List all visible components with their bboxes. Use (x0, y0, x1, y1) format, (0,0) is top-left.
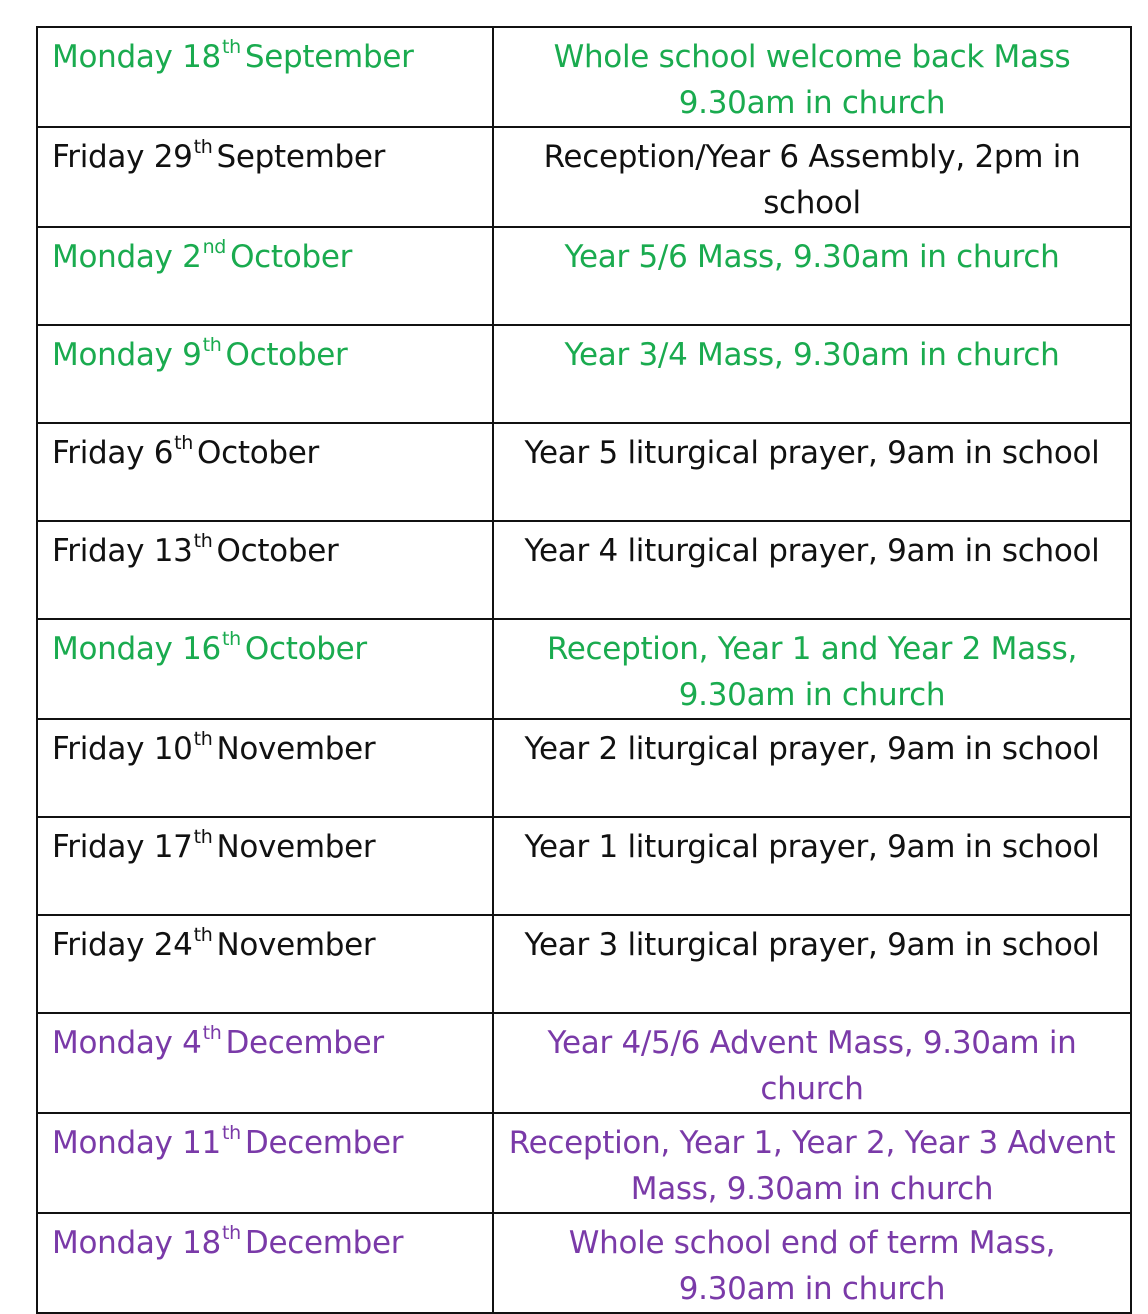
event-text: Reception, Year 1 and Year 2 Mass, 9.30am in church (546, 631, 1078, 713)
table-row (37, 325, 1131, 423)
table-row (37, 521, 1131, 619)
event-text: Year 3 liturgical prayer, 9am in school (524, 927, 1100, 963)
event-text: Year 5/6 Mass, 9.30am in church (564, 239, 1060, 275)
date-day: Friday 24 (52, 927, 193, 963)
date-month: November (216, 927, 376, 963)
date-ordinal-suffix: nd (202, 236, 227, 258)
date-ordinal-suffix: th (193, 826, 213, 848)
events-table (36, 26, 1132, 1314)
event-cell (493, 27, 1131, 127)
date-ordinal-suffix: th (174, 432, 194, 454)
event-cell (493, 1213, 1131, 1313)
event-text: Whole school end of term Mass, 9.30am in church (568, 1225, 1056, 1307)
date-day: Friday 17 (52, 829, 193, 865)
event-cell (493, 619, 1131, 719)
date-month: November (216, 731, 376, 767)
date-month: November (216, 829, 376, 865)
date-day: Friday 29 (52, 139, 193, 175)
date-month: October (225, 337, 348, 373)
date-ordinal-suffix: th (221, 628, 241, 650)
date-cell (37, 325, 493, 423)
event-cell (493, 915, 1131, 1013)
date-month: October (216, 533, 339, 569)
date-ordinal-suffix: th (202, 1022, 222, 1044)
event-text: Year 4 liturgical prayer, 9am in school (524, 533, 1100, 569)
date-day: Monday 4 (52, 1025, 202, 1061)
date-month: December (225, 1025, 384, 1061)
event-cell (493, 1013, 1131, 1113)
table-row (37, 719, 1131, 817)
table-row (37, 1213, 1131, 1313)
date-cell (37, 915, 493, 1013)
date-cell (37, 1013, 493, 1113)
table-row (37, 1113, 1131, 1213)
date-ordinal-suffix: th (193, 136, 213, 158)
event-cell (493, 227, 1131, 325)
table-row (37, 423, 1131, 521)
table-row (37, 619, 1131, 719)
date-cell (37, 719, 493, 817)
date-ordinal-suffix: th (221, 1222, 241, 1244)
date-day: Monday 16 (52, 631, 221, 667)
event-cell (493, 719, 1131, 817)
date-cell (37, 127, 493, 227)
event-cell (493, 325, 1131, 423)
event-text: Year 3/4 Mass, 9.30am in church (564, 337, 1060, 373)
date-cell (37, 423, 493, 521)
date-day: Monday 18 (52, 39, 221, 75)
date-cell (37, 1213, 493, 1313)
date-cell (37, 227, 493, 325)
date-cell (37, 817, 493, 915)
event-text: Year 2 liturgical prayer, 9am in school (524, 731, 1100, 767)
date-month: October (197, 435, 320, 471)
event-cell (493, 127, 1131, 227)
date-ordinal-suffix: th (202, 334, 222, 356)
event-text: Reception/Year 6 Assembly, 2pm in school (543, 139, 1081, 221)
date-day: Monday 11 (52, 1125, 221, 1161)
date-cell (37, 521, 493, 619)
table-row (37, 1013, 1131, 1113)
date-day: Friday 6 (52, 435, 174, 471)
date-cell (37, 1113, 493, 1213)
date-day: Friday 10 (52, 731, 193, 767)
event-cell (493, 817, 1131, 915)
date-month: December (244, 1225, 404, 1261)
table-row (37, 27, 1131, 127)
date-ordinal-suffix: th (193, 728, 213, 750)
event-cell (493, 1113, 1131, 1213)
event-cell (493, 423, 1131, 521)
event-text: Reception, Year 1, Year 2, Year 3 Advent Mass, 9.30am in church (508, 1125, 1116, 1207)
date-cell (37, 27, 493, 127)
date-ordinal-suffix: th (193, 924, 213, 946)
events-table-body (37, 27, 1131, 1313)
date-day: Friday 13 (52, 533, 193, 569)
table-row (37, 817, 1131, 915)
date-ordinal-suffix: th (221, 36, 241, 58)
event-text: Year 5 liturgical prayer, 9am in school (524, 435, 1100, 471)
date-day: Monday 9 (52, 337, 202, 373)
date-day: Monday 18 (52, 1225, 221, 1261)
date-month: October (230, 239, 353, 275)
date-ordinal-suffix: th (221, 1122, 241, 1144)
date-cell (37, 619, 493, 719)
date-month: September (244, 39, 414, 75)
date-ordinal-suffix: th (193, 530, 213, 552)
table-row (37, 227, 1131, 325)
date-day: Monday 2 (52, 239, 202, 275)
table-row (37, 127, 1131, 227)
event-text: Year 1 liturgical prayer, 9am in school (524, 829, 1100, 865)
table-row (37, 915, 1131, 1013)
event-text: Whole school welcome back Mass 9.30am in church (553, 39, 1071, 121)
date-month: October (244, 631, 367, 667)
event-cell (493, 521, 1131, 619)
date-month: December (244, 1125, 404, 1161)
date-month: September (216, 139, 386, 175)
event-text: Year 4/5/6 Advent Mass, 9.30am in church (547, 1025, 1077, 1107)
